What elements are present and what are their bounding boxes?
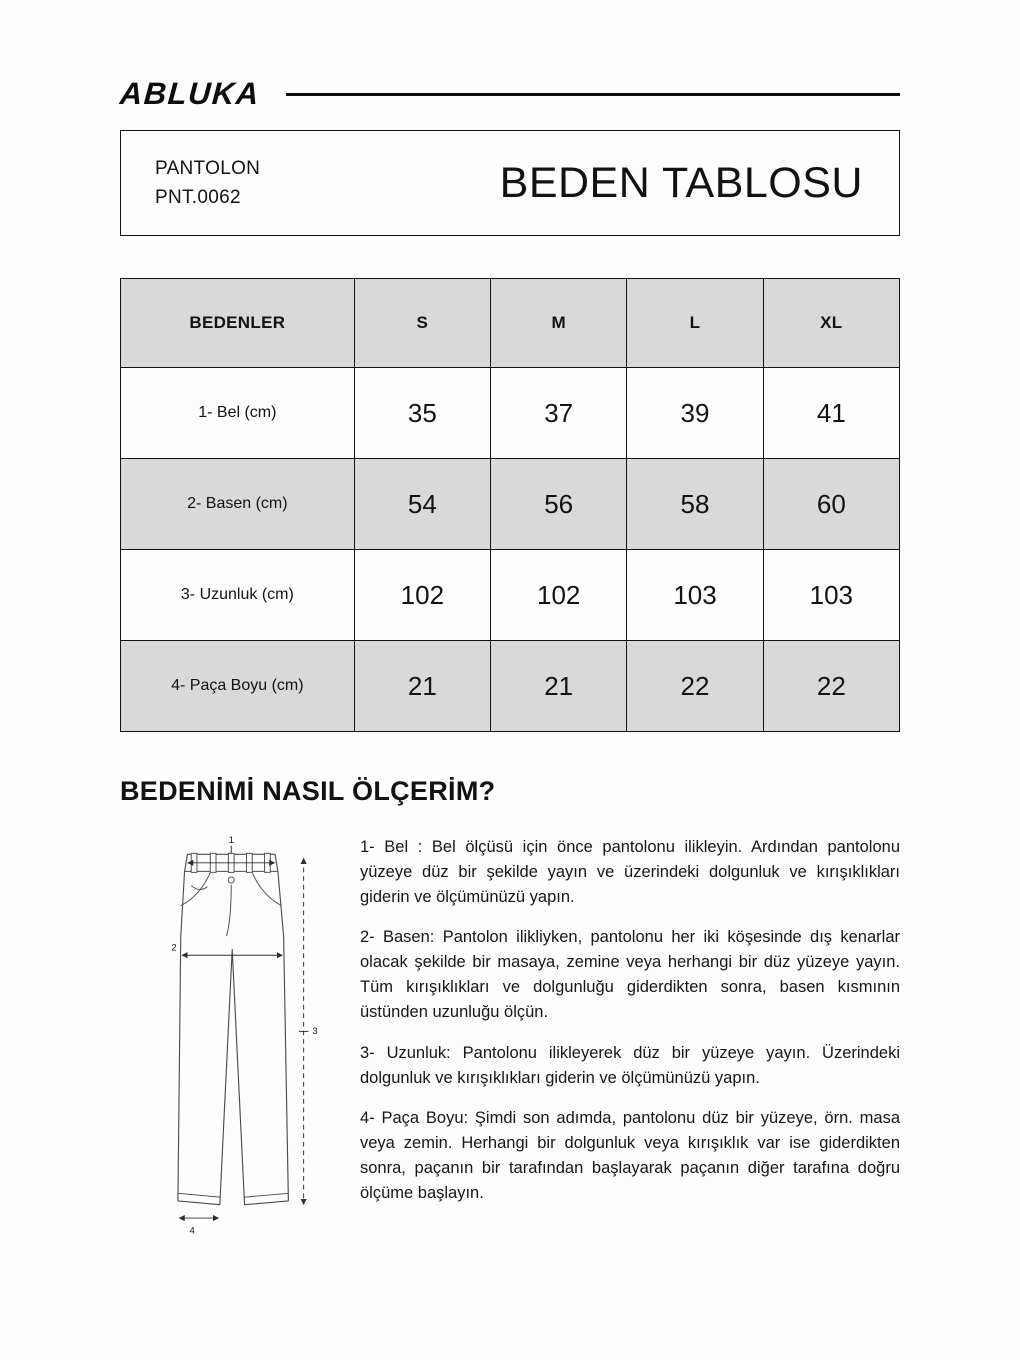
size-value: 60 xyxy=(763,459,899,550)
product-code: PNT.0062 xyxy=(155,187,241,208)
instruction-uzunluk: 3- Uzunluk: Pantolonu ilikleyerek düz bir yüzeye yayın. Üzerindeki dolgunluk ve kırışıklıkları giderin ve ölçümünüzü yapın. xyxy=(360,1043,900,1087)
size-value: 103 xyxy=(627,550,763,641)
size-value: 22 xyxy=(763,641,899,732)
column-header-s: S xyxy=(354,279,490,368)
instruction-basen: 2- Basen: Pantolon ilikliyken, pantolonu her iki köşesinde dış kenarlar olacak şekilde bir masaya, zemine veya herhangi bir düz yüzeye yayın. Tüm kırışıklıkları ve dolgunluğu giderdikten sonra, basen kısmının üstünden uzunluğu ölçün. xyxy=(360,928,900,1022)
size-value: 58 xyxy=(627,459,763,550)
diagram-label-hip: 2 xyxy=(171,942,177,954)
size-row-uzunluk xyxy=(121,550,900,641)
column-header-m: M xyxy=(491,279,627,368)
instructions-column xyxy=(360,833,900,1206)
size-row-bel xyxy=(121,368,900,459)
size-table-header-row xyxy=(121,279,900,368)
row-label: 2- Basen (cm) xyxy=(121,459,355,550)
diagram-label-hem: 4 xyxy=(189,1225,195,1237)
size-value: 39 xyxy=(627,368,763,459)
instruction-bel: 1- Bel : Bel ölçüsü için önce pantolonu ilikleyin. Ardından pantolonu yüzeye düz bir şekilde yayın ve üzerindeki dolgunluk ve kırışıklıkları giderin ve ölçümünüzü yapın. xyxy=(360,838,900,907)
row-label: 3- Uzunluk (cm) xyxy=(121,550,355,641)
size-row-basen xyxy=(121,459,900,550)
brand-divider-line xyxy=(286,93,900,96)
size-value: 35 xyxy=(354,368,490,459)
page-title: BEDEN TABLOSU xyxy=(499,158,863,207)
size-value: 37 xyxy=(491,368,627,459)
size-value: 103 xyxy=(763,550,899,641)
size-row-paca-boyu xyxy=(121,641,900,732)
size-value: 56 xyxy=(491,459,627,550)
howto-section xyxy=(120,833,900,1246)
brand-header xyxy=(120,76,900,112)
diagram-column xyxy=(120,833,360,1246)
instruction-paca-boyu: 4- Paça Boyu: Şimdi son adımda, pantolonu düz bir yüzeye, örn. masa veya zemin. Herhangi bir dolgunluk veya kırışıklık var ise giderdikten sonra, paçanın bir tarafından başlayarak paçanın diğer tarafına doğru ölçüme başlayın. xyxy=(360,1108,900,1202)
size-value: 54 xyxy=(354,459,490,550)
size-value: 22 xyxy=(627,641,763,732)
column-header-bedenler: BEDENLER xyxy=(121,279,355,368)
size-value: 102 xyxy=(354,550,490,641)
size-value: 102 xyxy=(491,550,627,641)
column-header-xl: XL xyxy=(763,279,899,368)
column-header-l: L xyxy=(627,279,763,368)
pants-outline-shape xyxy=(178,854,288,1204)
product-type: PANTOLON xyxy=(155,157,261,179)
diagram-label-length: 3 xyxy=(312,1026,318,1038)
howto-heading: BEDENİMİ NASIL ÖLÇERİM? xyxy=(120,776,496,806)
size-table xyxy=(120,278,900,732)
product-info xyxy=(155,154,260,213)
size-value: 21 xyxy=(491,641,627,732)
row-label: 4- Paça Boyu (cm) xyxy=(121,641,355,732)
pants-measurement-diagram xyxy=(136,833,336,1246)
row-label: 1- Bel (cm) xyxy=(121,368,355,459)
title-box xyxy=(120,130,900,236)
size-value: 41 xyxy=(763,368,899,459)
size-value: 21 xyxy=(354,641,490,732)
diagram-label-waist: 1 xyxy=(228,834,234,846)
brand-logo: ABLUKA xyxy=(118,76,262,111)
